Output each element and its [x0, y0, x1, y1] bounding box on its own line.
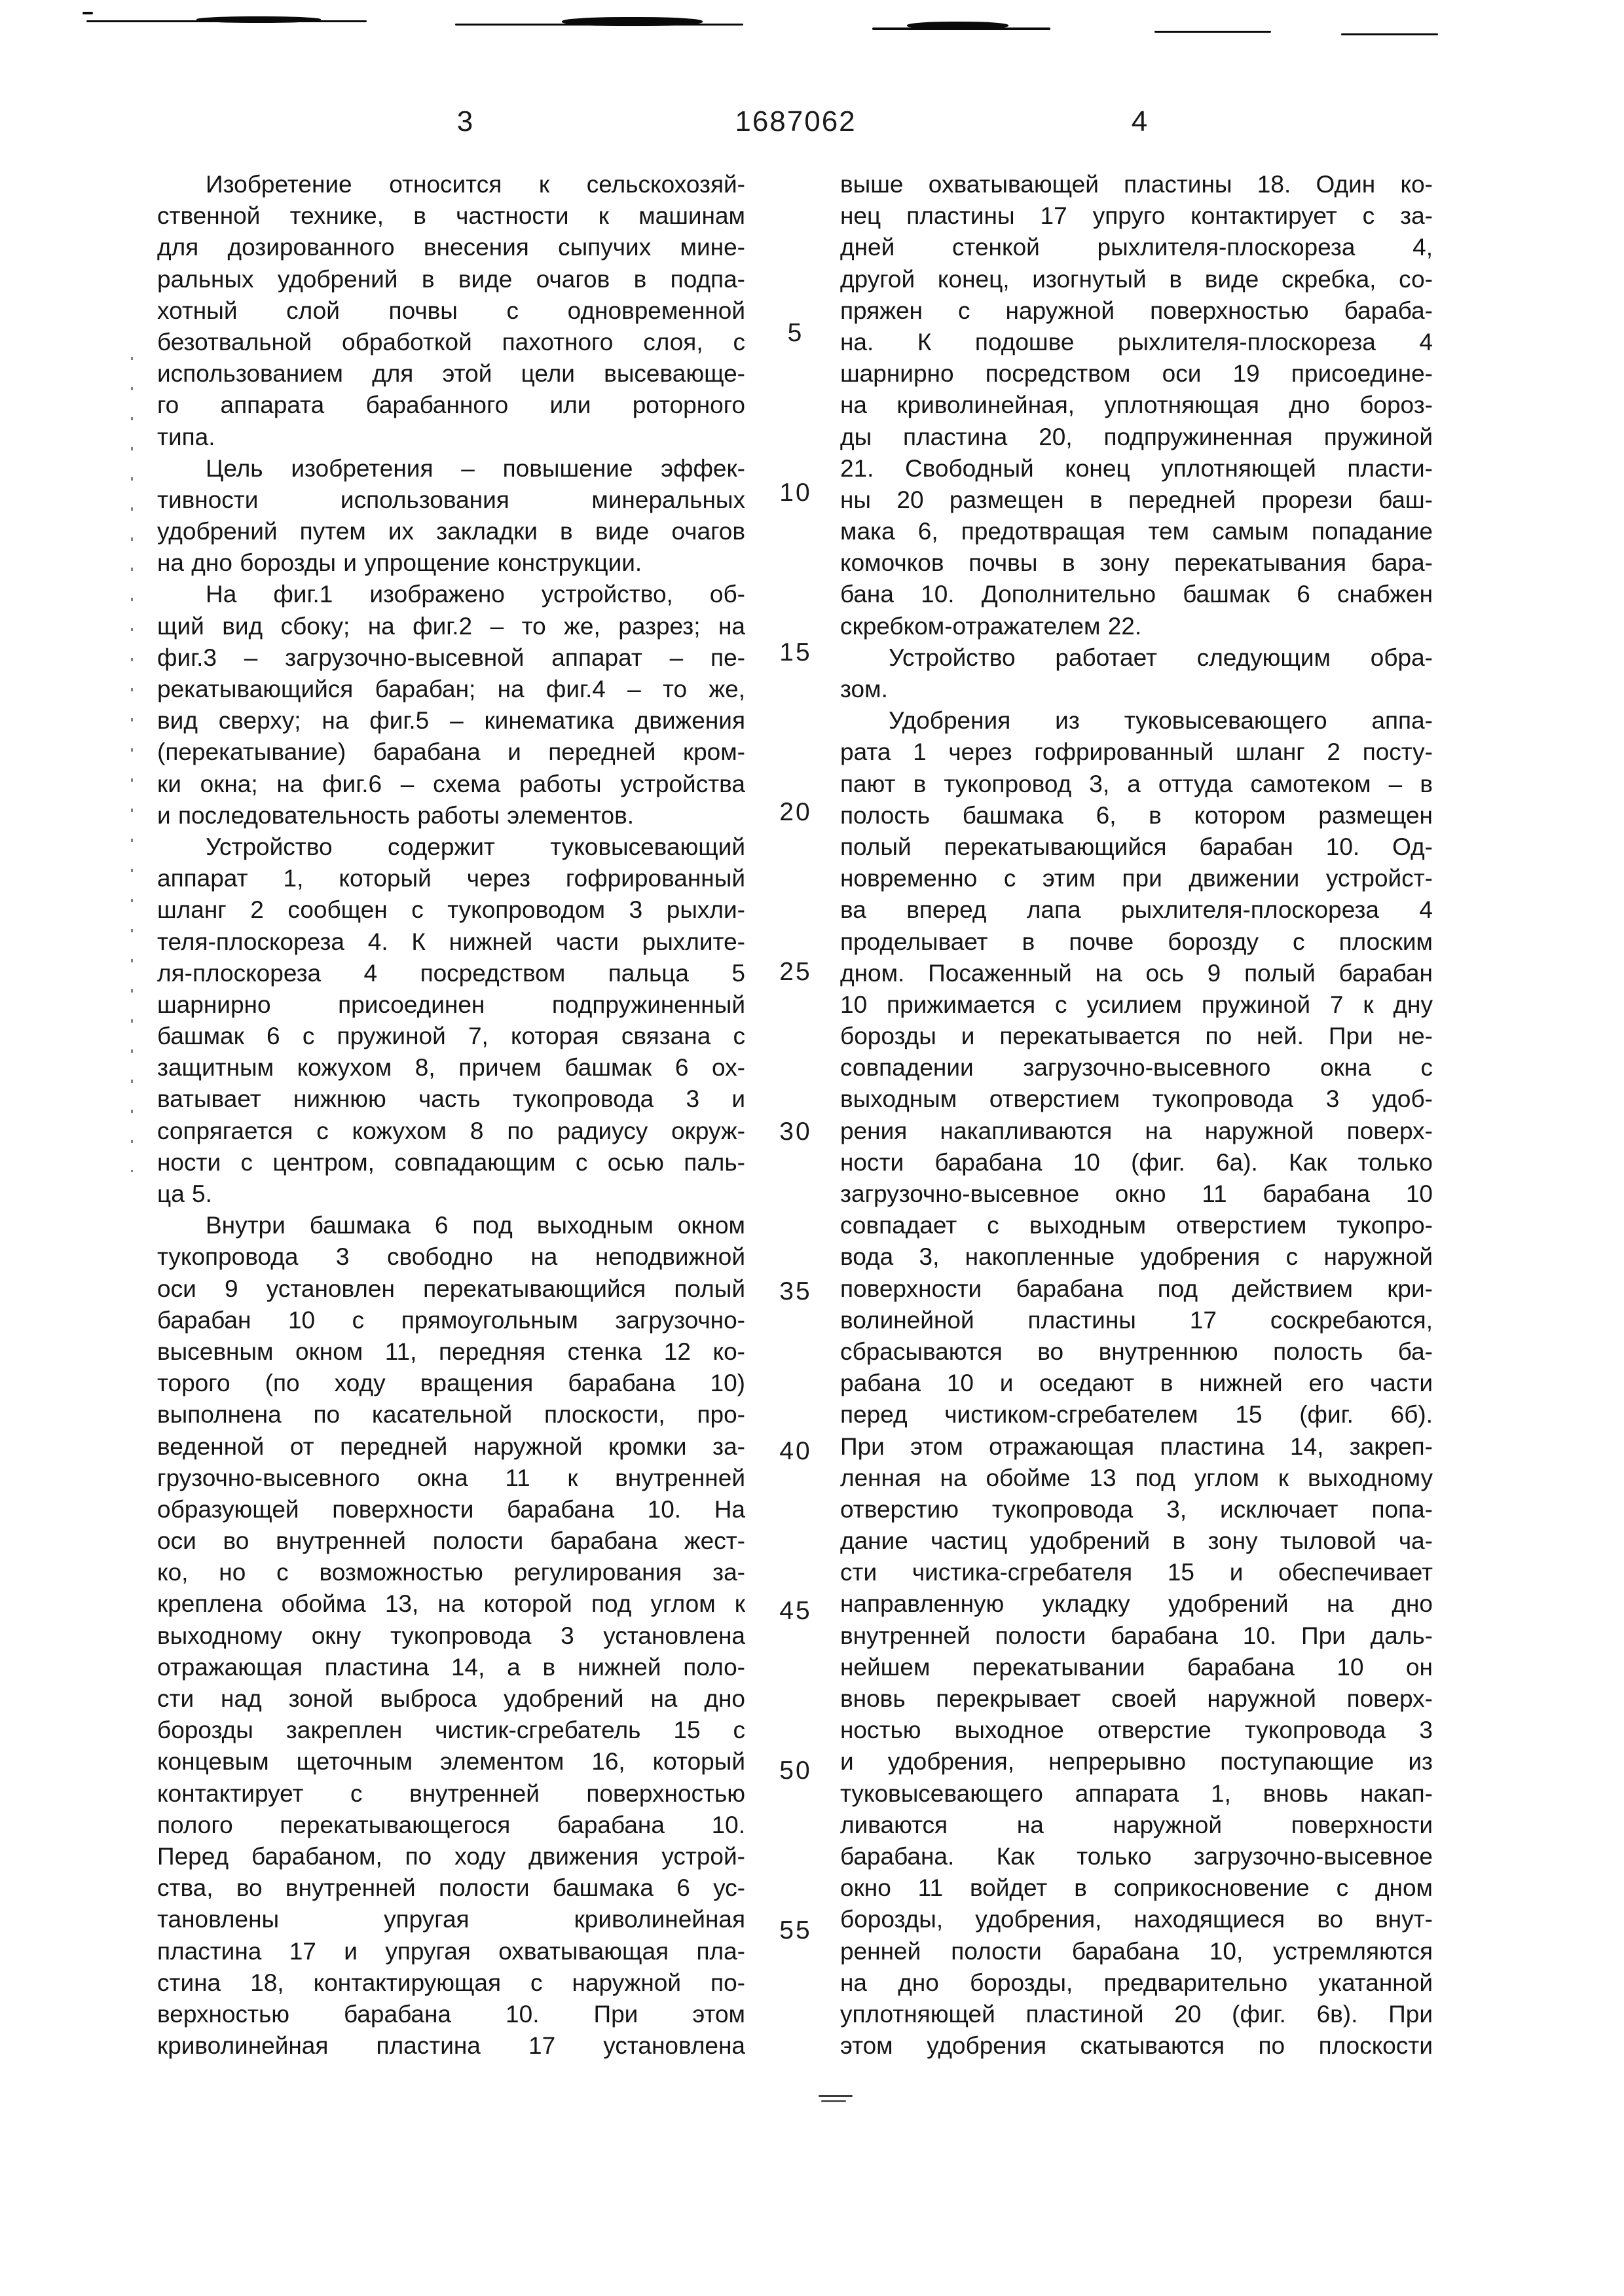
text-line: ности с центром, совпадающим с осью паль- [157, 1148, 745, 1176]
text-line: щий вид сбоку; на фиг.2 – то же, разрез; на [157, 612, 745, 640]
line-number: 5 [787, 319, 804, 347]
text-line: грузочно-высевного окна 11 к внутренней [157, 1464, 745, 1491]
left-column [157, 169, 745, 2062]
text-line: ственной технике, в частности к машинам [157, 202, 745, 230]
text-line: ренней полости барабана 10, устремляются [840, 1937, 1433, 1965]
text-line: барабан 10 с прямоугольным загрузочно- [157, 1306, 745, 1334]
text-line: этом удобрения скатываются по плоскости [840, 2032, 1433, 2060]
text-line: выходному окну тукопровода 3 установлена [157, 1622, 745, 1649]
text-line: Устройство содержит туковысевающий [206, 833, 745, 860]
text-line: на дно борозды, предварительно укатанной [840, 1969, 1433, 1996]
text-line: сбрасываются во внутреннюю полость ба- [840, 1338, 1433, 1365]
text-line: окно 11 войдет в соприкосновение с дном [840, 1874, 1433, 1902]
text-line: оси 9 установлен перекатывающийся полый [157, 1275, 745, 1302]
text-line: на криволинейная, уплотняющая дно бороз- [840, 392, 1433, 419]
text-line: ностью выходное отверстие тукопровода 3 [840, 1717, 1433, 1744]
text-line: 10 прижимается с усилием пружиной 7 к дну [840, 991, 1433, 1018]
text-line: сти чистика-сгребателя 15 и обеспечивает [840, 1559, 1433, 1586]
text-line: ва вперед лапа рыхлителя-плоскореза 4 [840, 896, 1433, 924]
text-line: использованием для этой цели высевающе- [157, 360, 745, 388]
text-line: При этом отражающая пластина 14, закреп- [840, 1432, 1433, 1460]
scan-artifact-dotted-line [131, 357, 133, 1172]
text-line: рабана 10 и оседают в нижней его части [840, 1370, 1433, 1397]
text-line: тукопровода 3 свободно на неподвижной [157, 1243, 745, 1271]
text-line: на. К подошве рыхлителя-плоскореза 4 [840, 328, 1433, 355]
text-line: удобрений путем их закладки в виде очагов [157, 518, 745, 545]
text-line: аппарат 1, который через гофрированный [157, 865, 745, 892]
text-line: концевым щеточным элементом 16, который [157, 1748, 745, 1776]
text-line: шланг 2 сообщен с тукопроводом 3 рыхли- [157, 896, 745, 924]
text-line: ды пластина 20, подпружиненная пружиной [840, 423, 1433, 450]
text-line: выходным отверстием тукопровода 3 удоб- [840, 1085, 1433, 1113]
text-line: сопрягается с кожухом 8 по радиусу окруж- [157, 1117, 745, 1144]
text-line: защитным кожухом 8, причем башмак 6 ох- [157, 1054, 745, 1082]
text-line: Удобрения из туковысевающего аппа- [889, 707, 1433, 735]
text-line: перед чистиком-сгребателем 15 (фиг. 6б). [840, 1401, 1433, 1429]
text-line: криволинейная пластина 17 установлена [157, 2032, 745, 2060]
page-number-right: 4 [1131, 105, 1148, 137]
text-line: шарнирно присоединен подпружиненный [157, 991, 745, 1018]
text-line: совпадает с выходным отверстием тукопро- [840, 1212, 1433, 1239]
line-number: 10 [779, 479, 812, 507]
text-line: борозды, удобрения, находящиеся во внут- [840, 1906, 1433, 1933]
text-line: отверстию тукопровода 3, исключает попа- [840, 1495, 1433, 1523]
text-line: тановлены упругая криволинейная [157, 1906, 745, 1933]
text-line: башмак 6 с пружиной 7, которая связана с [157, 1023, 745, 1050]
text-line: стина 18, контактирующая с наружной по- [157, 1969, 745, 1996]
text-line: и последовательность работы элементов. [157, 801, 635, 829]
text-line: вода 3, накопленные удобрения с наружной [840, 1243, 1433, 1271]
text-line: дней стенкой рыхлителя-плоскореза 4, [840, 234, 1433, 261]
text-line: для дозированного внесения сыпучих мине- [157, 234, 745, 261]
text-line: борозды и перекатывается по ней. При не- [840, 1023, 1433, 1050]
text-line: уплотняющей пластиной 20 (фиг. 6в). При [840, 2000, 1433, 2028]
scan-artifact [907, 22, 1008, 29]
text-line: креплена обойма 13, на которой под углом к [157, 1590, 745, 1618]
text-line: борозды закреплен чистик-сгребатель 15 с [157, 1717, 745, 1744]
text-line: загрузочно-высевное окно 11 барабана 10 [840, 1180, 1433, 1207]
text-line: рения накапливаются на наружной поверх- [840, 1117, 1433, 1144]
line-number: 45 [779, 1597, 812, 1625]
text-line: полый перекатывающийся барабан 10. Од- [840, 833, 1433, 860]
text-line: пают в тукопровод 3, а оттуда самотеком – в [840, 770, 1433, 797]
text-line: совпадении загрузочно-высевного окна с [840, 1054, 1433, 1082]
scan-artifact [196, 16, 321, 23]
text-line: верхностью барабана 10. При этом [157, 2000, 745, 2028]
text-line: ко, но с возможностью регулирования за- [157, 1559, 745, 1586]
text-line: пластина 17 и упругая охватывающая пла- [157, 1937, 745, 1965]
text-line: ливаются на наружной поверхности [840, 1811, 1433, 1838]
text-line: проделывает в почве борозду с плоским [840, 928, 1433, 955]
text-line: Устройство работает следующим обра- [889, 644, 1433, 671]
text-line: 21. Свободный конец уплотняющей пласти- [840, 454, 1433, 482]
text-line: полость башмака 6, в котором размещен [840, 801, 1433, 829]
text-line: зом. [840, 676, 888, 702]
scan-artifact [1341, 33, 1438, 35]
patent-number: 1687062 [735, 105, 857, 137]
text-line: на дно борозды и упрощение конструкции. [157, 549, 642, 577]
line-number: 55 [779, 1916, 812, 1944]
text-line: отражающая пластина 14, а в нижней поло- [157, 1653, 745, 1681]
text-line: туковысевающего аппарата 1, вновь накап- [840, 1779, 1433, 1807]
text-line: безотвальной обработкой пахотного слоя, с [157, 328, 745, 355]
text-line: На фиг.1 изображено устройство, об- [206, 581, 745, 608]
text-line: шарнирно посредством оси 19 присоедине- [840, 360, 1433, 388]
text-line: нец пластины 17 упруго контактирует с за- [840, 202, 1433, 230]
text-line: полого перекатывающегося барабана 10. [157, 1811, 745, 1838]
text-line: ства, во внутренней полости башмака 6 ус- [157, 1874, 745, 1902]
text-line: ки окна; на фиг.6 – схема работы устройства [157, 770, 745, 797]
line-number: 30 [779, 1118, 812, 1146]
text-line: выше охватывающей пластины 18. Один ко- [840, 171, 1433, 198]
text-line: рекатывающийся барабан; на фиг.4 – то же, [157, 676, 745, 702]
text-line: ности барабана 10 (фиг. 6а). Как только [840, 1148, 1433, 1176]
text-line: и удобрения, непрерывно поступающие из [840, 1748, 1433, 1776]
text-line: (перекатывание) барабана и передней кром- [157, 738, 745, 766]
text-line: торого (по ходу вращения барабана 10) [157, 1370, 745, 1397]
line-number: 35 [779, 1277, 812, 1305]
text-line: ца 5. [157, 1180, 212, 1207]
text-line: веденной от передней наружной кромки за- [157, 1432, 745, 1460]
text-line: образующей поверхности барабана 10. На [157, 1495, 745, 1523]
text-line: хотный слой почвы с одновременной [157, 297, 745, 324]
text-line: мака 6, предотвращая тем самым попадание [840, 518, 1433, 545]
text-line: оси во внутренней полости барабана жест- [157, 1527, 745, 1555]
text-line: новременно с этим при движении устройст- [840, 865, 1433, 892]
text-line: ля-плоскореза 4 посредством пальца 5 [157, 959, 745, 987]
text-line: другой конец, изогнутый в виде скребка, со- [840, 265, 1433, 293]
text-line: ральных удобрений в виде очагов в подпа- [157, 265, 745, 293]
text-line: дном. Посаженный на ось 9 полый барабан [840, 959, 1433, 987]
text-line: ватывает нижнюю часть тукопровода 3 и [157, 1085, 745, 1113]
scan-artifact [819, 2095, 853, 2097]
right-column [840, 169, 1433, 2062]
text-line: высевным окном 11, передняя стенка 12 ко- [157, 1338, 745, 1365]
scan-artifact [1154, 31, 1271, 33]
text-line: ленная на обойме 13 под углом к выходному [840, 1464, 1433, 1491]
text-line: Внутри башмака 6 под выходным окном [206, 1212, 745, 1239]
text-line: пряжен с наружной поверхностью бараба- [840, 297, 1433, 324]
text-line: го аппарата барабанного или роторного [157, 392, 745, 419]
scan-artifact [83, 12, 93, 14]
text-line: поверхности барабана под действием кри- [840, 1275, 1433, 1302]
text-line: выполнена по касательной плоскости, про- [157, 1401, 745, 1429]
text-line: дание частиц удобрений в зону тыловой ча- [840, 1527, 1433, 1555]
text-line: фиг.3 – загрузочно-высевной аппарат – пе- [157, 644, 745, 671]
text-line: Изобретение относится к сельскохозяй- [206, 171, 745, 198]
scan-artifact [821, 2100, 846, 2102]
text-line: вновь перекрывает своей наружной поверх- [840, 1685, 1433, 1712]
text-line: скребком-отражателем 22. [840, 612, 1142, 640]
line-number: 25 [779, 958, 812, 986]
text-line: сти над зоной выброса удобрений на дно [157, 1685, 745, 1712]
text-line: комочков почвы в зону перекатывания бара- [840, 549, 1433, 577]
page-number-left: 3 [456, 105, 473, 137]
text-line: бана 10. Дополнительно башмак 6 снабжен [840, 581, 1433, 608]
text-line: тивности использования минеральных [157, 486, 745, 513]
text-line: Перед барабаном, по ходу движения устрой- [157, 1842, 745, 1870]
text-line: рата 1 через гофрированный шланг 2 посту- [840, 738, 1433, 766]
line-number: 20 [779, 798, 812, 826]
line-number: 15 [779, 638, 812, 666]
text-line: вид сверху; на фиг.5 – кинематика движения [157, 707, 745, 735]
scan-artifact [562, 17, 703, 26]
text-line: нейшем перекатывании барабана 10 он [840, 1653, 1433, 1681]
text-line: ны 20 размещен в передней прорези баш- [840, 486, 1433, 513]
text-line: типа. [157, 423, 215, 450]
text-line: направленную укладку удобрений на дно [840, 1590, 1433, 1618]
text-line: барабана. Как только загрузочно-высевное [840, 1842, 1433, 1870]
line-number: 40 [779, 1437, 812, 1465]
text-line: внутренней полости барабана 10. При даль- [840, 1622, 1433, 1649]
text-line: волинейной пластины 17 соскребаются, [840, 1306, 1433, 1334]
text-line: Цель изобретения – повышение эффек- [206, 454, 745, 482]
text-line: теля-плоскореза 4. К нижней части рыхлите- [157, 928, 745, 955]
text-line: контактирует с внутренней поверхностью [157, 1779, 745, 1807]
line-number: 50 [779, 1757, 812, 1785]
